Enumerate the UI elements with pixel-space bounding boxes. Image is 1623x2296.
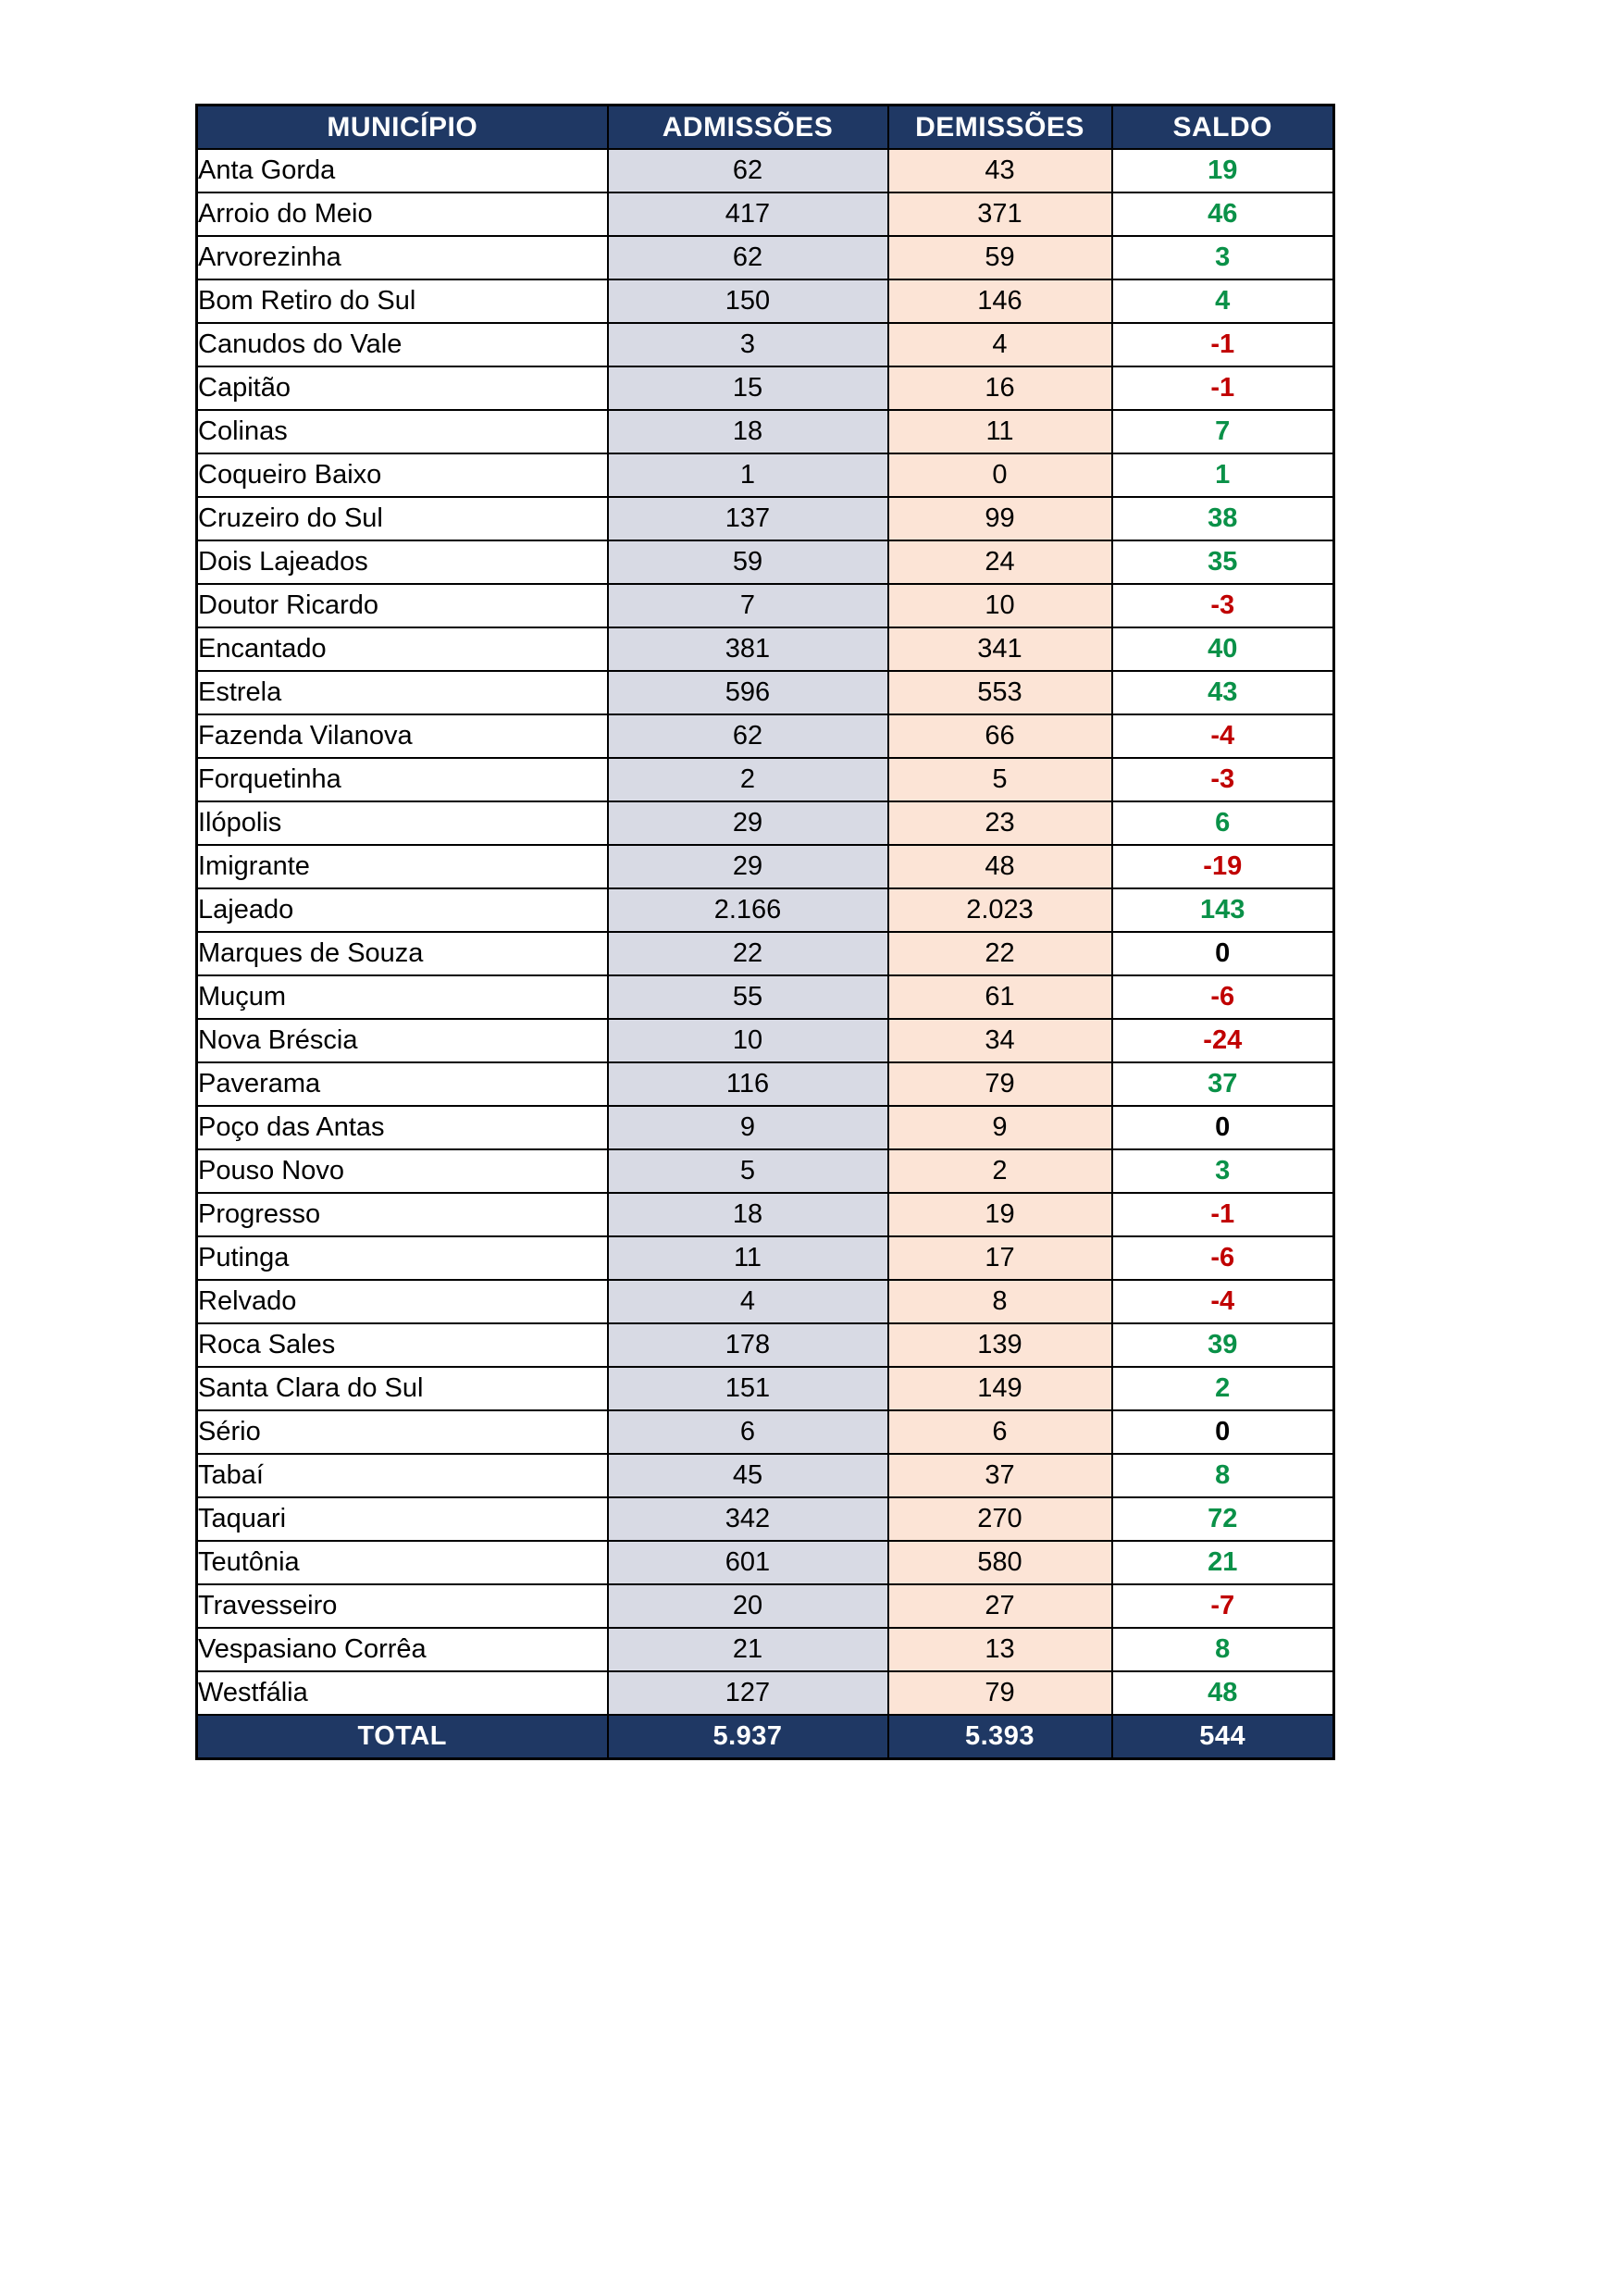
table-row (197, 1062, 1334, 1106)
table-row (197, 1323, 1334, 1367)
saldo-cell: -4 (1112, 1280, 1334, 1323)
municipio-cell: Roca Sales (197, 1323, 608, 1367)
admissoes-cell: 150 (608, 279, 888, 323)
table-row (197, 236, 1334, 279)
municipio-cell: Teutônia (197, 1541, 608, 1584)
table-body (197, 149, 1334, 1715)
saldo-cell: -3 (1112, 584, 1334, 627)
admissoes-cell: 417 (608, 192, 888, 236)
municipio-cell: Arroio do Meio (197, 192, 608, 236)
municipio-cell: Taquari (197, 1497, 608, 1541)
saldo-cell: 3 (1112, 1149, 1334, 1193)
demissoes-cell: 61 (888, 975, 1112, 1019)
demissoes-cell: 27 (888, 1584, 1112, 1628)
admissoes-cell: 3 (608, 323, 888, 366)
demissoes-cell: 24 (888, 540, 1112, 584)
admissoes-cell: 2 (608, 758, 888, 801)
demissoes-cell: 4 (888, 323, 1112, 366)
saldo-cell: -4 (1112, 714, 1334, 758)
admissoes-cell: 6 (608, 1410, 888, 1454)
demissoes-cell: 99 (888, 497, 1112, 540)
admissoes-cell: 4 (608, 1280, 888, 1323)
total-row (197, 1715, 1334, 1759)
saldo-cell: 0 (1112, 932, 1334, 975)
municipio-cell: Santa Clara do Sul (197, 1367, 608, 1410)
admissoes-cell: 1 (608, 453, 888, 497)
admissoes-cell: 62 (608, 714, 888, 758)
demissoes-cell: 17 (888, 1236, 1112, 1280)
table-row (197, 540, 1334, 584)
demissoes-cell: 79 (888, 1671, 1112, 1715)
column-header-municipio: MUNICÍPIO (197, 105, 608, 150)
column-header-saldo: SALDO (1112, 105, 1334, 150)
admissoes-cell: 342 (608, 1497, 888, 1541)
admissoes-cell: 18 (608, 410, 888, 453)
admissoes-cell: 21 (608, 1628, 888, 1671)
municipio-cell: Putinga (197, 1236, 608, 1280)
saldo-cell: 38 (1112, 497, 1334, 540)
demissoes-cell: 10 (888, 584, 1112, 627)
table-row (197, 1410, 1334, 1454)
table-row (197, 1149, 1334, 1193)
saldo-cell: 3 (1112, 236, 1334, 279)
table-row (197, 584, 1334, 627)
municipio-cell: Sério (197, 1410, 608, 1454)
admissoes-cell: 62 (608, 236, 888, 279)
municipio-cell: Progresso (197, 1193, 608, 1236)
admissoes-cell: 22 (608, 932, 888, 975)
table-row (197, 1497, 1334, 1541)
table-row (197, 932, 1334, 975)
total-label-cell: TOTAL (197, 1715, 608, 1759)
admissoes-cell: 137 (608, 497, 888, 540)
admissoes-cell: 20 (608, 1584, 888, 1628)
demissoes-cell: 37 (888, 1454, 1112, 1497)
demissoes-cell: 16 (888, 366, 1112, 410)
municipio-cell: Coqueiro Baixo (197, 453, 608, 497)
municipio-cell: Capitão (197, 366, 608, 410)
saldo-cell: -1 (1112, 323, 1334, 366)
admissoes-cell: 601 (608, 1541, 888, 1584)
admissoes-cell: 59 (608, 540, 888, 584)
municipio-cell: Doutor Ricardo (197, 584, 608, 627)
admissoes-cell: 7 (608, 584, 888, 627)
saldo-cell: 39 (1112, 1323, 1334, 1367)
demissoes-cell: 19 (888, 1193, 1112, 1236)
admissoes-cell: 62 (608, 149, 888, 192)
municipio-cell: Colinas (197, 410, 608, 453)
table-row (197, 671, 1334, 714)
municipio-cell: Poço das Antas (197, 1106, 608, 1149)
table-row (197, 1280, 1334, 1323)
demissoes-cell: 43 (888, 149, 1112, 192)
municipio-cell: Fazenda Vilanova (197, 714, 608, 758)
saldo-cell: 21 (1112, 1541, 1334, 1584)
saldo-cell: -19 (1112, 845, 1334, 888)
admissoes-cell: 127 (608, 1671, 888, 1715)
admissoes-cell: 9 (608, 1106, 888, 1149)
table-row (197, 323, 1334, 366)
table-row (197, 366, 1334, 410)
demissoes-cell: 139 (888, 1323, 1112, 1367)
demissoes-cell: 34 (888, 1019, 1112, 1062)
admissoes-cell: 178 (608, 1323, 888, 1367)
table-row (197, 149, 1334, 192)
total-saldo-cell: 544 (1112, 1715, 1334, 1759)
admissoes-cell: 45 (608, 1454, 888, 1497)
demissoes-cell: 580 (888, 1541, 1112, 1584)
table-row (197, 1367, 1334, 1410)
saldo-cell: -3 (1112, 758, 1334, 801)
admissoes-cell: 381 (608, 627, 888, 671)
municipio-cell: Relvado (197, 1280, 608, 1323)
admissoes-cell: 11 (608, 1236, 888, 1280)
municipio-cell: Imigrante (197, 845, 608, 888)
admissoes-cell: 15 (608, 366, 888, 410)
demissoes-cell: 48 (888, 845, 1112, 888)
demissoes-cell: 2 (888, 1149, 1112, 1193)
municipio-cell: Pouso Novo (197, 1149, 608, 1193)
table-row (197, 1628, 1334, 1671)
demissoes-cell: 146 (888, 279, 1112, 323)
table-row (197, 453, 1334, 497)
table-row (197, 888, 1334, 932)
table-row (197, 279, 1334, 323)
table-header (197, 105, 1334, 150)
demissoes-cell: 149 (888, 1367, 1112, 1410)
table-row (197, 1019, 1334, 1062)
table-row (197, 1671, 1334, 1715)
demissoes-cell: 371 (888, 192, 1112, 236)
municipio-cell: Cruzeiro do Sul (197, 497, 608, 540)
saldo-cell: 0 (1112, 1106, 1334, 1149)
saldo-cell: 48 (1112, 1671, 1334, 1715)
municipio-cell: Nova Bréscia (197, 1019, 608, 1062)
table-row (197, 1584, 1334, 1628)
municipio-cell: Canudos do Vale (197, 323, 608, 366)
saldo-cell: -24 (1112, 1019, 1334, 1062)
demissoes-cell: 13 (888, 1628, 1112, 1671)
table-row (197, 758, 1334, 801)
saldo-cell: -1 (1112, 366, 1334, 410)
demissoes-cell: 23 (888, 801, 1112, 845)
demissoes-cell: 0 (888, 453, 1112, 497)
table-footer (197, 1715, 1334, 1759)
municipio-cell: Anta Gorda (197, 149, 608, 192)
saldo-cell: -6 (1112, 1236, 1334, 1280)
admissoes-cell: 29 (608, 801, 888, 845)
municipio-cell: Westfália (197, 1671, 608, 1715)
demissoes-cell: 9 (888, 1106, 1112, 1149)
saldo-cell: 2 (1112, 1367, 1334, 1410)
municipio-cell: Paverama (197, 1062, 608, 1106)
saldo-cell: 72 (1112, 1497, 1334, 1541)
demissoes-cell: 22 (888, 932, 1112, 975)
admissoes-cell: 2.166 (608, 888, 888, 932)
column-header-demissoes: DEMISSÕES (888, 105, 1112, 150)
saldo-cell: 4 (1112, 279, 1334, 323)
municipio-cell: Marques de Souza (197, 932, 608, 975)
demissoes-cell: 5 (888, 758, 1112, 801)
demissoes-cell: 79 (888, 1062, 1112, 1106)
municipio-cell: Estrela (197, 671, 608, 714)
table-row (197, 192, 1334, 236)
admissoes-cell: 151 (608, 1367, 888, 1410)
municipio-cell: Tabaí (197, 1454, 608, 1497)
saldo-cell: 43 (1112, 671, 1334, 714)
saldo-cell: 6 (1112, 801, 1334, 845)
municipio-cell: Dois Lajeados (197, 540, 608, 584)
municipio-cell: Encantado (197, 627, 608, 671)
municipio-cell: Ilópolis (197, 801, 608, 845)
saldo-cell: -7 (1112, 1584, 1334, 1628)
saldo-cell: 7 (1112, 410, 1334, 453)
total-admissoes-cell: 5.937 (608, 1715, 888, 1759)
column-header-admissoes: ADMISSÕES (608, 105, 888, 150)
saldo-cell: 1 (1112, 453, 1334, 497)
municipio-cell: Travesseiro (197, 1584, 608, 1628)
saldo-cell: 40 (1112, 627, 1334, 671)
municipio-cell: Forquetinha (197, 758, 608, 801)
table-row (197, 714, 1334, 758)
admissions-dismissals-table (195, 104, 1335, 1760)
table-row (197, 1454, 1334, 1497)
demissoes-cell: 341 (888, 627, 1112, 671)
municipio-cell: Arvorezinha (197, 236, 608, 279)
municipio-cell: Lajeado (197, 888, 608, 932)
saldo-cell: 0 (1112, 1410, 1334, 1454)
table-row (197, 627, 1334, 671)
demissoes-cell: 59 (888, 236, 1112, 279)
demissoes-cell: 270 (888, 1497, 1112, 1541)
saldo-cell: 8 (1112, 1628, 1334, 1671)
table-row (197, 410, 1334, 453)
admissoes-cell: 10 (608, 1019, 888, 1062)
municipio-cell: Muçum (197, 975, 608, 1019)
table-row (197, 975, 1334, 1019)
municipio-cell: Vespasiano Corrêa (197, 1628, 608, 1671)
saldo-cell: -1 (1112, 1193, 1334, 1236)
table-row (197, 497, 1334, 540)
demissoes-cell: 66 (888, 714, 1112, 758)
saldo-cell: 35 (1112, 540, 1334, 584)
admissoes-cell: 29 (608, 845, 888, 888)
demissoes-cell: 2.023 (888, 888, 1112, 932)
saldo-cell: 8 (1112, 1454, 1334, 1497)
saldo-cell: 143 (1112, 888, 1334, 932)
demissoes-cell: 6 (888, 1410, 1112, 1454)
saldo-cell: -6 (1112, 975, 1334, 1019)
table-row (197, 1541, 1334, 1584)
demissoes-cell: 8 (888, 1280, 1112, 1323)
demissoes-cell: 11 (888, 410, 1112, 453)
table-row (197, 1236, 1334, 1280)
table-row (197, 1193, 1334, 1236)
admissoes-cell: 5 (608, 1149, 888, 1193)
admissoes-cell: 18 (608, 1193, 888, 1236)
admissoes-cell: 116 (608, 1062, 888, 1106)
table-row (197, 845, 1334, 888)
saldo-cell: 46 (1112, 192, 1334, 236)
demissoes-cell: 553 (888, 671, 1112, 714)
admissoes-cell: 55 (608, 975, 888, 1019)
admissoes-cell: 596 (608, 671, 888, 714)
municipio-cell: Bom Retiro do Sul (197, 279, 608, 323)
saldo-cell: 37 (1112, 1062, 1334, 1106)
table-row (197, 1106, 1334, 1149)
table-row (197, 801, 1334, 845)
saldo-cell: 19 (1112, 149, 1334, 192)
header-row (197, 105, 1334, 150)
total-demissoes-cell: 5.393 (888, 1715, 1112, 1759)
